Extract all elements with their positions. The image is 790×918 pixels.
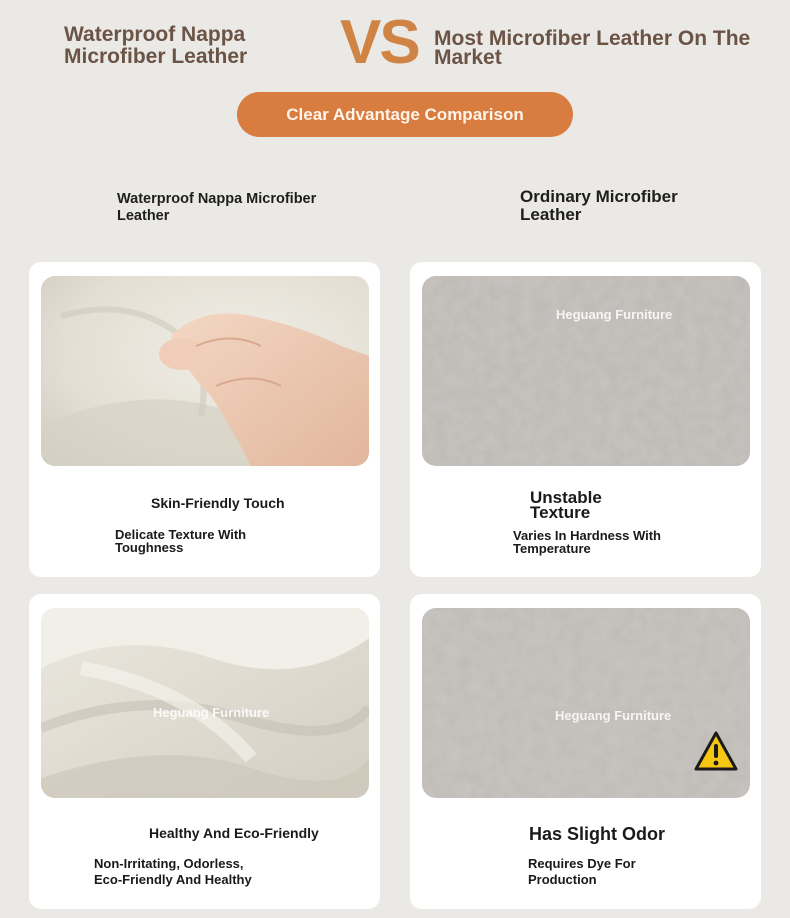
header-left-title: Waterproof Nappa Microfiber Leather: [64, 23, 248, 68]
card-description: Requires Dye For Production: [528, 856, 636, 887]
header-right-title: Most Microfiber Leather On The Market: [434, 27, 751, 69]
card-description: Non-Irritating, Odorless, Eco-Friendly And Healthy: [94, 856, 252, 887]
nappa-leather-hand-photo: [41, 276, 369, 466]
card-slight-odor: [410, 594, 761, 909]
card-description: Varies In Hardness With Temperature: [513, 528, 661, 556]
watermark: Heguang Furniture: [153, 705, 270, 720]
comparison-banner: [237, 92, 573, 137]
card-healthy-eco: [29, 594, 380, 909]
card-title: Healthy And Eco-Friendly: [149, 825, 319, 841]
card-title: Skin-Friendly Touch: [151, 495, 285, 511]
vs-label: VS: [340, 8, 419, 77]
watermark: Heguang Furniture: [555, 708, 672, 723]
card-unstable-texture: [410, 262, 761, 577]
card-title: Has Slight Odor: [529, 824, 666, 844]
card-description: Delicate Texture With Toughness: [115, 527, 247, 555]
column-heading-right: Ordinary Microfiber Leather: [520, 187, 678, 224]
warning-icon: [694, 730, 738, 772]
card-title: Unstable Texture: [530, 488, 602, 522]
column-heading-left: Waterproof Nappa Microfiber Leather: [117, 191, 317, 224]
nappa-leather-folds-photo: [41, 608, 369, 798]
watermark: Heguang Furniture: [556, 307, 673, 322]
ordinary-leather-texture-photo: [422, 276, 750, 466]
comparison-banner-label: Clear Advantage Comparison: [286, 104, 524, 124]
card-skin-friendly: [29, 262, 380, 577]
